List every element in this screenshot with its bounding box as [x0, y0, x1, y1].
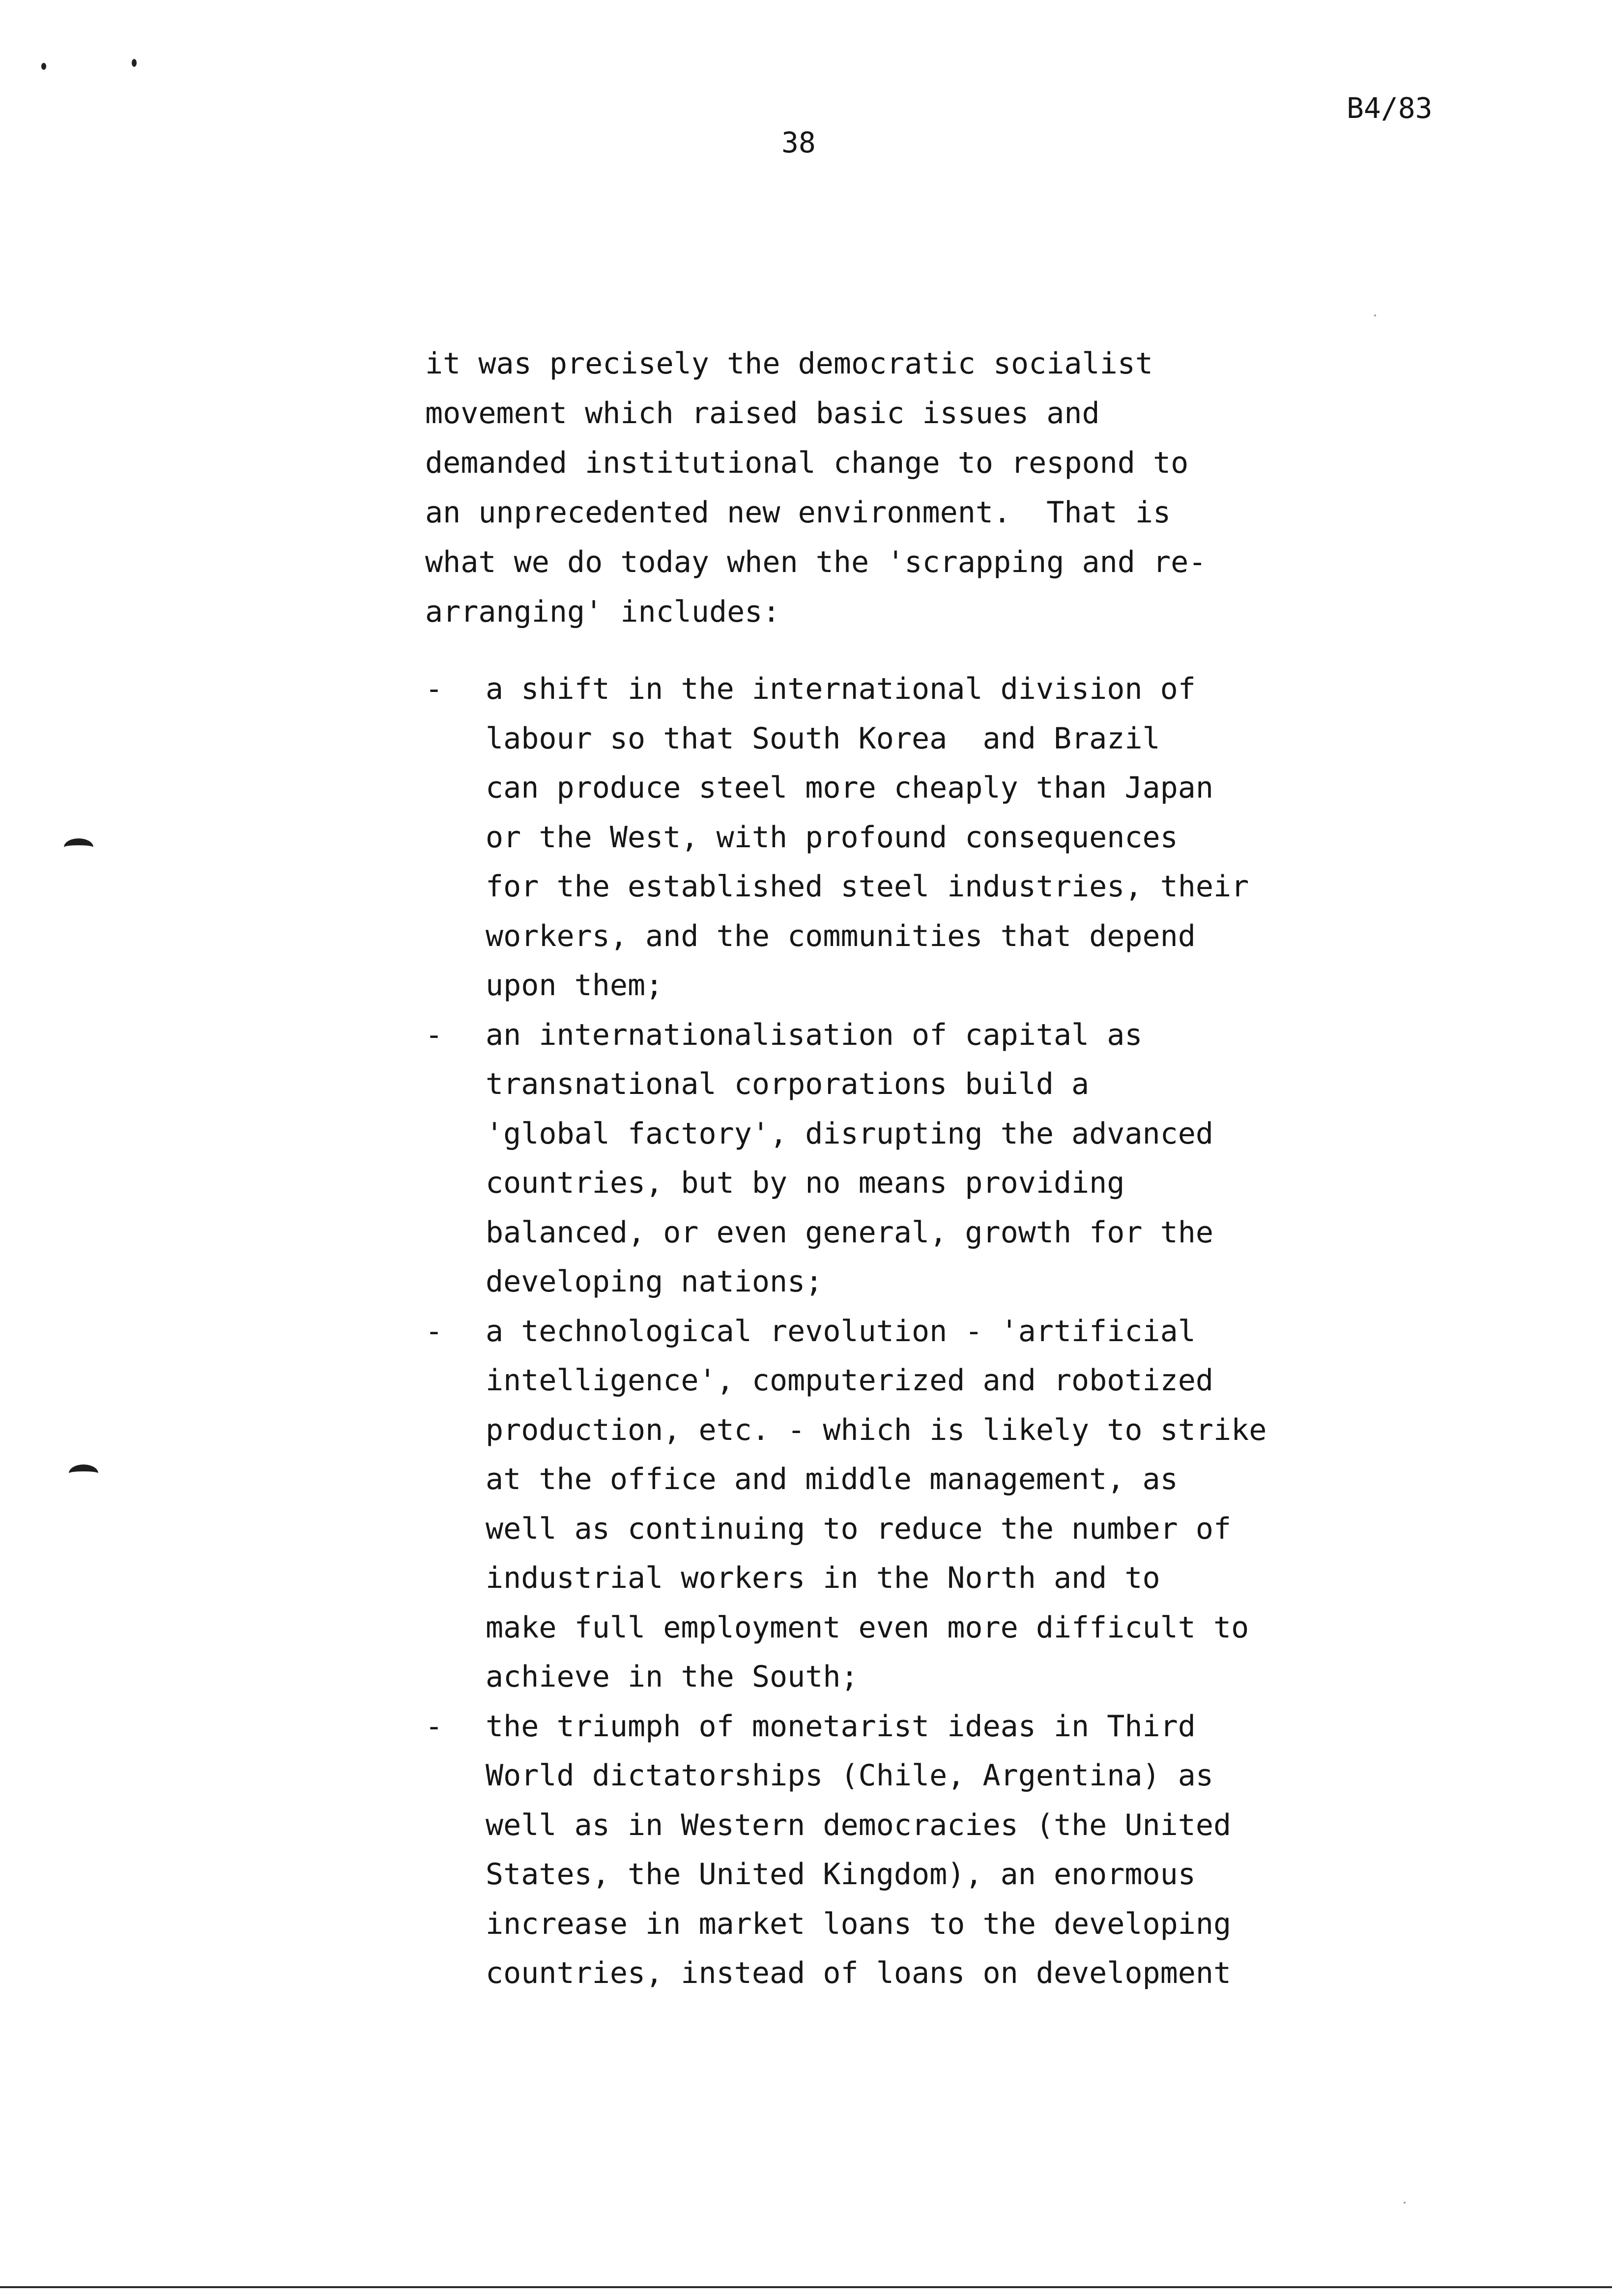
punch-hole-mark-lower [69, 1464, 98, 1482]
bullet-dash: - [425, 672, 443, 706]
bullet-list [425, 664, 1408, 1998]
bullet-dash: - [425, 1709, 443, 1744]
text-line: a shift in the international division of [486, 672, 1196, 706]
text-line: production, etc. - which is likely to strike [486, 1412, 1267, 1447]
page-bottom-edge-rule [0, 2286, 1612, 2288]
text-line: increase in market loans to the developing [486, 1906, 1232, 1941]
text-line: intelligence', computerized and robotized [486, 1363, 1214, 1398]
scan-speck [41, 63, 46, 70]
text-line: balanced, or even general, growth for the [486, 1215, 1214, 1250]
text-line: an unprecedented new environment. That is [425, 495, 1171, 530]
text-line: demanded institutional change to respond to [425, 446, 1189, 480]
text-line: it was precisely the democratic socialist [425, 346, 1153, 381]
text-line: States, the United Kingdom), an enormous [486, 1857, 1196, 1892]
text-line: transnational corporations build a [486, 1067, 1090, 1101]
text-line: well as continuing to reduce the number of [486, 1511, 1232, 1546]
scan-speck [1404, 2202, 1406, 2204]
punch-hole-mark-upper [64, 838, 93, 856]
text-line: well as in Western democracies (the United [486, 1808, 1232, 1842]
text-line: industrial workers in the North and to [486, 1561, 1160, 1595]
text-line: or the West, with profound consequences [486, 820, 1178, 855]
scan-speck [1374, 315, 1376, 316]
bullet-item-division-of-labour [425, 664, 1408, 1010]
text-line: can produce steel more cheaply than Japan [486, 771, 1214, 805]
intro-paragraph [425, 339, 1408, 637]
document-reference: B4/83 [1347, 91, 1433, 125]
text-line: the triumph of monetarist ideas in Third [486, 1709, 1196, 1744]
bullet-item-technological-revolution [425, 1307, 1408, 1702]
text-line: movement which raised basic issues and [425, 396, 1100, 430]
text-line: upon them; [486, 968, 663, 1003]
text-line: a technological revolution - 'artificial [486, 1314, 1196, 1349]
text-line: arranging' includes: [425, 595, 780, 629]
text-line: for the established steel industries, their [486, 869, 1249, 904]
text-line: make full employment even more difficult to [486, 1610, 1249, 1645]
text-line: workers, and the communities that depend [486, 918, 1196, 953]
text-line: at the office and middle management, as [486, 1462, 1178, 1496]
text-line: countries, but by no means providing [486, 1166, 1125, 1200]
text-line: what we do today when the 'scrapping and re- [425, 545, 1207, 579]
text-line: 'global factory', disrupting the advanced [486, 1116, 1214, 1151]
page-number: 38 [781, 126, 816, 159]
text-line: developing nations; [486, 1264, 823, 1299]
text-line: labour so that South Korea and Brazil [486, 721, 1160, 756]
bullet-item-internationalisation [425, 1010, 1408, 1307]
bullet-dash: - [425, 1314, 443, 1349]
text-line: World dictatorships (Chile, Argentina) as [486, 1758, 1214, 1793]
scan-speck [132, 59, 137, 67]
text-line: an internationalisation of capital as [486, 1017, 1143, 1052]
bullet-item-monetarist-ideas [425, 1702, 1408, 1998]
text-line: achieve in the South; [486, 1660, 859, 1694]
bullet-dash: - [425, 1017, 443, 1052]
text-line: countries, instead of loans on development [486, 1956, 1232, 1990]
